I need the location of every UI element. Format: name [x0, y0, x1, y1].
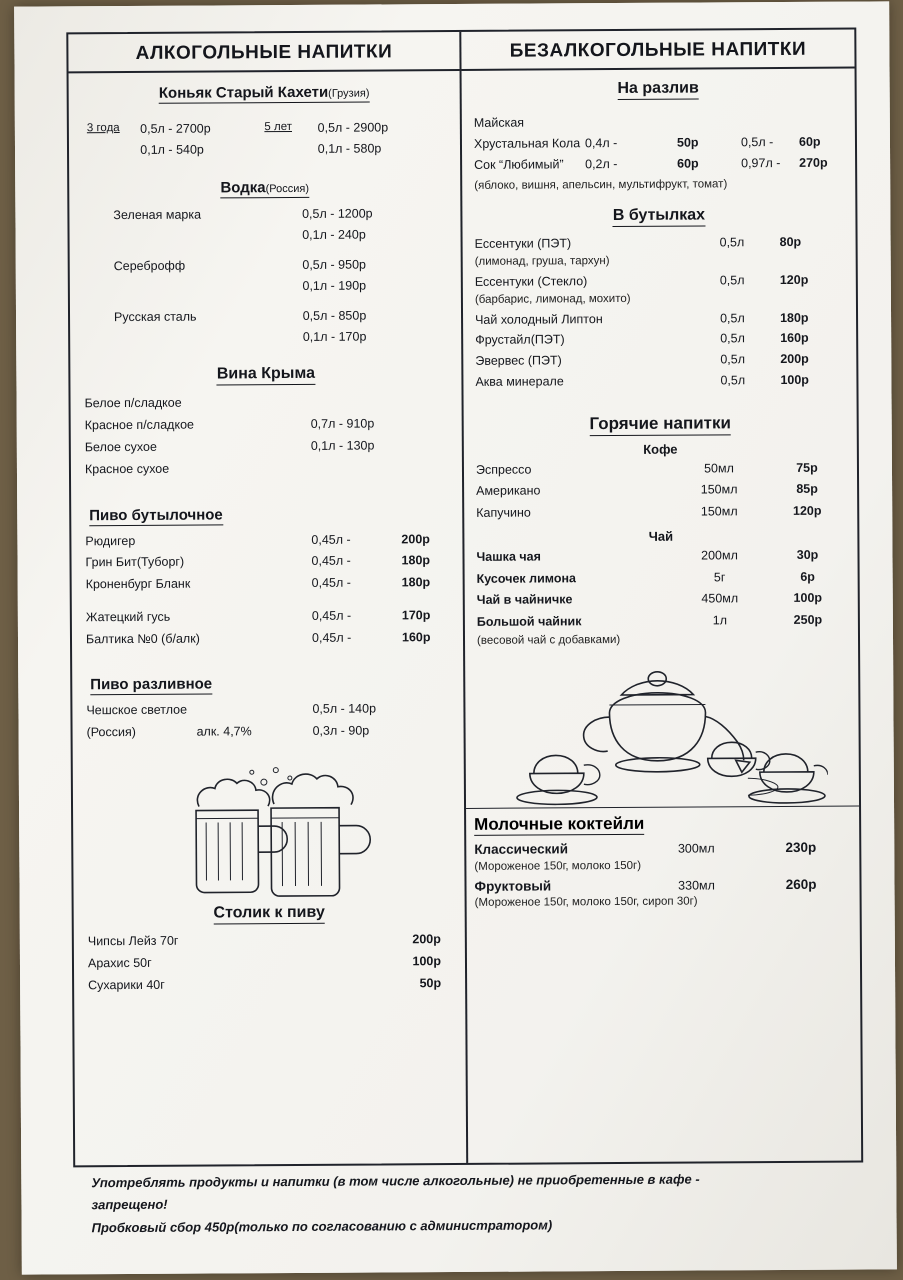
- bottles-heading: В бутылках: [462, 205, 855, 227]
- table-row: Чешское светлое 0,5л - 140р: [86, 701, 377, 718]
- table-row: 0,1л - 240р: [302, 227, 366, 242]
- table-row: Русская сталь 0,5л - 850р: [113, 308, 367, 324]
- table-row: 3 года 0,5л - 2700р 5 лет 0,5л - 2900р: [86, 120, 389, 136]
- snacks-table: [74, 929, 465, 997]
- table-row: Классический 300мл 230р: [474, 840, 817, 858]
- list-item: Майская: [473, 115, 525, 130]
- footer-line-3: Пробковый сбор 450р(только по согласованию с администратором): [91, 1217, 553, 1235]
- bottles-note: (барбарис, лимонад, мохито): [474, 293, 631, 307]
- coffee-table: [464, 457, 857, 524]
- table-row: Хрустальная Кола 0,4л - 50р 0,5л - 60р: [473, 134, 821, 151]
- table-row: Сухарики 40г 50р: [88, 975, 442, 993]
- bottles-table: [475, 231, 845, 392]
- table-row: 0,1л - 540р 0,1л - 580р: [140, 141, 382, 158]
- milkshake-note: (Мороженое 150г, молоко 150г): [474, 859, 642, 873]
- table-row: Кроненбург Бланк 0,45л - 180р: [85, 574, 431, 591]
- table-row: Чай в чайничке 450мл 100р: [476, 590, 823, 607]
- vodka-table: [69, 202, 461, 349]
- table-row: Грин Бит(Туборг) 0,45л - 180р: [85, 553, 431, 570]
- table-row: Эспрессо 50мл 75р: [475, 460, 818, 477]
- draft-note: (яблоко, вишня, апельсин, мультифрукт, томат): [474, 178, 728, 193]
- milkshake-note: (Мороженое 150г, молоко 150г, сироп 30г): [474, 895, 698, 909]
- menu-frame: [66, 28, 863, 1168]
- divider: [466, 806, 859, 809]
- table-row: (Россия) алк. 4,7% 0,3л - 90р: [86, 723, 370, 739]
- table-row: Ессентуки (ПЭТ) 0,5л 80р: [474, 234, 802, 251]
- beer-draft-heading: Пиво разливное: [90, 675, 213, 694]
- beer-bottle-table: [71, 528, 463, 650]
- table-row: Чай холодный Липтон 0,5л 180р: [475, 310, 809, 327]
- table-row: 0,1л - 170р: [302, 329, 367, 344]
- tea-table: [464, 545, 858, 651]
- table-row: Красное п/сладкое 0,7л - 910р: [84, 416, 375, 433]
- teapot-illustration: [465, 654, 859, 806]
- table-row: Чипсы Лейз 70г 200р: [87, 932, 441, 949]
- table-row: Красное сухое: [84, 461, 170, 477]
- tea-subheading: Чай: [648, 528, 674, 544]
- alcohol-section-title: АЛКОГОЛЬНЫЕ НАПИТКИ: [68, 32, 459, 73]
- table-row: 0,1л - 190р: [302, 278, 367, 293]
- table-row: Сок “Любимый” 0,2л - 60р 0,97л - 270р: [474, 155, 828, 172]
- beer-draft-table: [72, 698, 463, 743]
- beer-bottle-heading: Пиво бутылочное: [89, 505, 223, 524]
- footer-line-2: запрещено!: [91, 1197, 168, 1213]
- snacks-heading: Столик к пиву: [74, 903, 465, 925]
- table-row: Сереброфф 0,5л - 950р: [113, 257, 366, 273]
- menu-paper: [14, 1, 897, 1274]
- wine-heading: Вина Крыма: [70, 363, 461, 385]
- table-row: Американо 150мл 85р: [476, 481, 818, 498]
- draft-heading: На разлив: [462, 79, 855, 101]
- milkshakes-heading: Молочные коктейли: [474, 814, 645, 835]
- tea-note: (весовой чай с добавками): [476, 633, 621, 647]
- table-row: Большой чайник 1л 250р: [476, 612, 823, 629]
- table-row: Белое п/сладкое: [84, 395, 182, 410]
- table-row: Жатецкий гусь 0,45л - 170р: [85, 608, 431, 625]
- wine-table: [70, 389, 462, 480]
- table-row: Капучино 150мл 120р: [476, 503, 822, 520]
- draft-table: [474, 111, 843, 196]
- table-row: Аква минерале 0,5л 100р: [475, 372, 809, 389]
- cognac-heading: Коньяк Старый Кахети(Грузия): [158, 83, 370, 102]
- bottles-note: (лимонад, груша, тархун): [474, 255, 610, 269]
- vodka-heading: Водка(Россия): [220, 178, 310, 196]
- table-row: Фруктовый 330мл 260р: [474, 876, 817, 894]
- coffee-subheading: Кофе: [643, 441, 678, 457]
- table-row: Кусочек лимона 5г 6р: [476, 569, 815, 586]
- cognac-table: [87, 117, 442, 162]
- table-row: Ессентуки (Стекло) 0,5л 120р: [474, 272, 809, 289]
- beer-mugs-illustration: [73, 743, 465, 905]
- table-row: Белое сухое 0,1л - 130р: [84, 438, 375, 455]
- table-row: Рюдигер 0,45л - 200р: [85, 531, 430, 548]
- table-row: Балтика №0 (б/алк) 0,45л - 160р: [85, 629, 431, 646]
- table-row: Чашка чая 200мл 30р: [476, 547, 819, 564]
- hot-heading: Горячие напитки: [464, 412, 857, 436]
- table-row: Эвервес (ПЭТ) 0,5л 200р: [475, 351, 809, 368]
- table-row: Фрустайл(ПЭТ) 0,5л 160р: [475, 331, 809, 348]
- alcohol-column: [68, 32, 468, 1165]
- footer-line-1: Употреблять продукты и напитки (в том числе алкогольные) не приобретенные в кафе -: [91, 1171, 700, 1191]
- nonalcohol-column: [461, 30, 861, 1163]
- nonalcohol-section-title: БЕЗАЛКОГОЛЬНЫЕ НАПИТКИ: [461, 30, 854, 71]
- table-row: Арахис 50г 100р: [87, 953, 442, 971]
- footer-notice: [91, 1167, 891, 1239]
- milkshakes-table: [466, 838, 859, 909]
- table-row: Зеленая марка 0,5л - 1200р: [113, 205, 373, 222]
